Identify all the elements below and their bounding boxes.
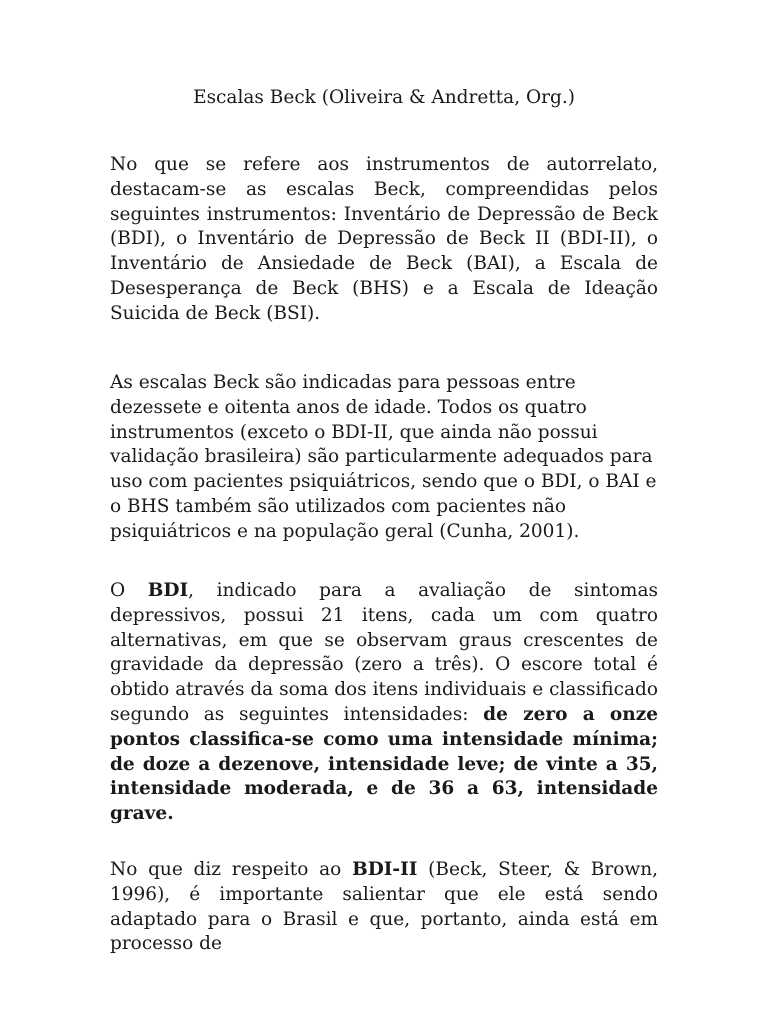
paragraph-bdi — [110, 579, 658, 827]
paragraph-bdi-ii-lead: No que diz respeito ao — [110, 859, 353, 880]
bdi-ii-term: BDI-II — [352, 859, 418, 880]
document-title: Escalas Beck (Oliveira & Andretta, Org.) — [193, 87, 575, 108]
paragraph-bdi-ii — [110, 858, 658, 957]
paragraph-bdi-lead: O — [110, 580, 148, 601]
paragraph-self-report-instruments: No que se refere aos instrumentos de autorrelato, destacam-se as escalas Beck, compreendidas pelos seguintes instrumentos: Inventário de Depressão de Beck (BDI), o Inventário de Depressão de Beck II (BDI-II), o Inventário de Ansiedade de Beck (BAI), a Escala de Desesperança de Beck (BHS) e a Escala de Ideação Suicida de Beck (BSI). — [110, 154, 658, 324]
paragraph-bdi-ii-body: (Beck, Steer, & Brown, 1996), é importante salientar que ele está sendo adaptado para o Brasil e que, portanto, ainda está em processo de — [110, 859, 658, 955]
bdi-term: BDI — [147, 580, 189, 601]
bdi-classification: de zero a onze pontos classifica-se como uma intensidade mínima; de doze a dezenove, intensidade leve; de vinte a 35, intensidade moderada, e de 36 a 63, intensidade grave. — [110, 703, 658, 825]
paragraph-age-range: As escalas Beck são indicadas para pessoas entre dezessete e oitenta anos de idade. Todos os quatro instrumentos (exceto o BDI-II, que ainda não possui validação brasileira) são particularmente adequados para uso com pacientes psiquiátricos, sendo que o BDI, o BAI e o BHS também são utilizados com pacientes não psiquiátricos e na população geral (Cunha, 2001). — [110, 372, 657, 542]
paragraph-bdi-body: , indicado para a avaliação de sintomas depressivos, possui 21 itens, cada um com quatro alternativas, em que se observam graus crescentes de gravidade da depressão (zero a três). O escore total é obtido através da soma dos itens individuais e classificado segundo as seguintes intensidades: — [110, 580, 658, 725]
